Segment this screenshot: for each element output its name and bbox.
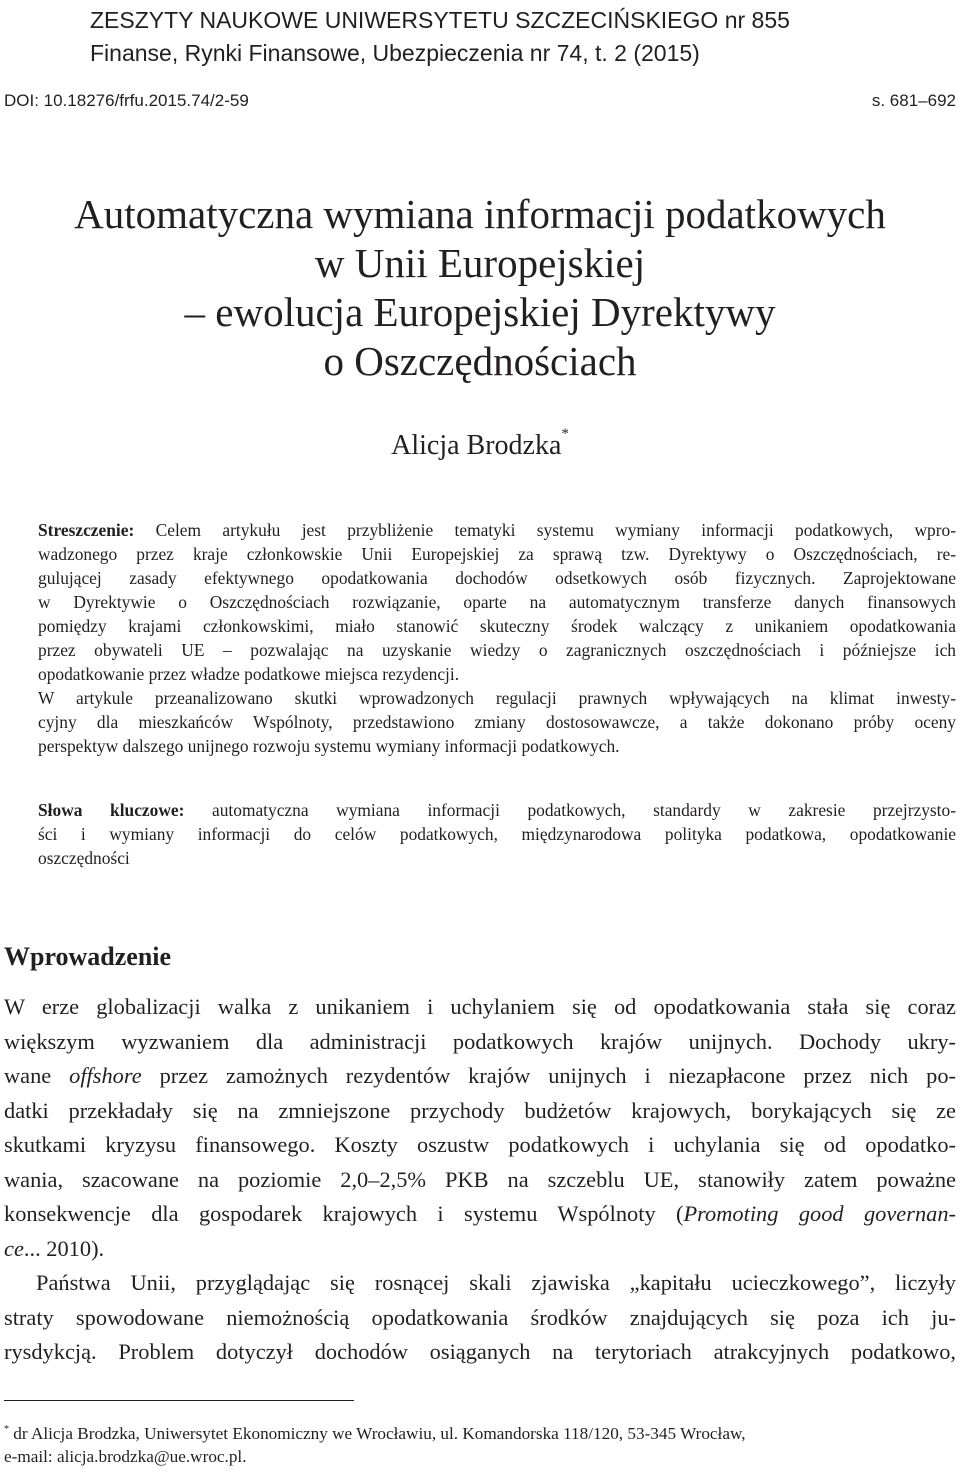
abstract-line: przez obywateli UE – pozwalając na uzyskanie wiedzy o zagranicznych oszczędnościach i późniejsze ich bbox=[38, 640, 956, 660]
abstract-line: gulującej zasady efektywnego opodatkowania dochodów odsetkowych osób fizycznych. Zaprojektowane bbox=[38, 568, 956, 588]
body-line: W erze globalizacji walka z unikaniem i uchylaniem się od opodatkowania stała się coraz bbox=[4, 994, 956, 1019]
title-line: o Oszczędnościach bbox=[323, 338, 637, 384]
abstract-label: Streszczenie: bbox=[38, 520, 135, 540]
citation-title: ce bbox=[4, 1235, 24, 1261]
author-name: Alicja Brodzka bbox=[391, 430, 562, 461]
italic-term: offshore bbox=[69, 1063, 142, 1088]
abstract-line: w Dyrektywie o Oszczędnościach rozwiązanie, oparte na automatycznym transferze danych finansowych bbox=[38, 592, 956, 612]
footnote-email[interactable]: e-mail: alicja.brodzka@ue.wroc.pl. bbox=[4, 1447, 247, 1466]
body-line: Państwa Unii, przyglądając się rosnącej skali zjawiska „kapitału ucieczkowego”, liczyły bbox=[36, 1270, 956, 1295]
footnote-marker: * bbox=[4, 1424, 9, 1435]
section-heading: Wprowadzenie bbox=[4, 942, 172, 971]
abstract-line: wadzonego przez kraje członkowskie Unii Europejskiej za sprawą tzw. Dyrektywy o Oszczędnościach, re- bbox=[38, 544, 956, 564]
abstract-line: perspektyw dalszego unijnego rozwoju systemu wymiany informacji podatkowych. bbox=[38, 736, 620, 756]
page-range: s. 681–692 bbox=[871, 91, 956, 110]
citation-title: Promoting good governan- bbox=[683, 1201, 956, 1226]
author-line bbox=[0, 414, 960, 466]
body-line: większym wyzwaniem dla administracji podatkowych krajów unijnych. Dochody ukry- bbox=[4, 1028, 956, 1054]
body-line: straty spowodowane niemożnością opodatkowania środków znajdujących się poza ich ju- bbox=[4, 1304, 956, 1330]
keywords-label: Słowa kluczowe: bbox=[38, 800, 185, 820]
keywords-line: ści i wymiany informacji do celów podatkowych, międzynarodowa polityka podatkowa, opodatkowanie bbox=[38, 824, 956, 844]
keywords-line: Słowa kluczowe: automatyczna wymiana informacji podatkowych, standardy w zakresie przejrzysto- bbox=[38, 800, 957, 820]
footnote-divider bbox=[4, 1400, 354, 1401]
body-line: datki przekładały się na zmniejszone przychody budżetów krajowych, borykających się ze bbox=[4, 1097, 956, 1123]
body-line: wane offshore przez zamożnych rezydentów krajów unijnych i niezapłacone przez nich po- bbox=[4, 1063, 956, 1088]
abstract-line: W artykule przeanalizowano skutki wprowadzonych regulacji prawnych wpływających na klimat inwesty- bbox=[38, 688, 956, 708]
abstract-line: Streszczenie: Celem artykułu jest przybliżenie tematyki systemu wymiany informacji podatkowych, wpro- bbox=[38, 520, 956, 540]
doi-label[interactable]: DOI: 10.18276/frfu.2015.74/2-59 bbox=[4, 91, 249, 110]
abstract-line: pomiędzy krajami członkowskimi, miało stanowić skuteczny środek walczący z unikaniem opodatkowania bbox=[38, 616, 956, 636]
title-line: – ewolucja Europejskiej Dyrektywy bbox=[184, 289, 776, 335]
body-text bbox=[4, 990, 956, 1370]
footnote bbox=[4, 1418, 956, 1468]
abstract bbox=[38, 518, 956, 758]
article-title bbox=[0, 190, 960, 386]
journal-name: ZESZYTY NAUKOWE UNIWERSYTETU SZCZECIŃSKIEGO nr 855 bbox=[90, 7, 790, 33]
keywords-line: oszczędności bbox=[38, 848, 130, 868]
title-line: Automatyczna wymiana informacji podatkowych bbox=[74, 191, 886, 237]
journal-issue: Finanse, Rynki Finansowe, Ubezpieczenia nr 74, t. 2 (2015) bbox=[90, 40, 700, 66]
body-line: rysdykcją. Problem dotyczył dochodów osiąganych na terytoriach atrakcyjnych podatkowo, bbox=[4, 1339, 956, 1364]
body-line: wania, szacowane na poziomie 2,0–2,5% PKB na szczeblu UE, stanowiły zatem poważne bbox=[4, 1166, 956, 1192]
author-footnote-marker[interactable]: * bbox=[561, 426, 569, 442]
abstract-line: cyjny dla mieszkańców Wspólnoty, przedstawiono zmiany dostosowawcze, a także dokonano próby oceny bbox=[38, 712, 956, 732]
body-line: skutkami kryzysu finansowego. Koszty oszustw podatkowych i uchylania się od opodatko- bbox=[4, 1132, 956, 1157]
body-line: ce... 2010). bbox=[4, 1235, 105, 1261]
body-line: konsekwencje dla gospodarek krajowych i systemu Wspólnoty (Promoting good governan- bbox=[4, 1201, 956, 1226]
footnote-line: * dr Alicja Brodzka, Uniwersytet Ekonomiczny we Wrocławiu, ul. Komandorska 118/120, 53-345 Wrocław, bbox=[4, 1424, 746, 1443]
abstract-line: opodatkowanie przez władze podatkowe miejsca rezydencji. bbox=[38, 664, 460, 684]
keywords bbox=[38, 798, 956, 870]
title-line: w Unii Europejskiej bbox=[314, 240, 646, 286]
